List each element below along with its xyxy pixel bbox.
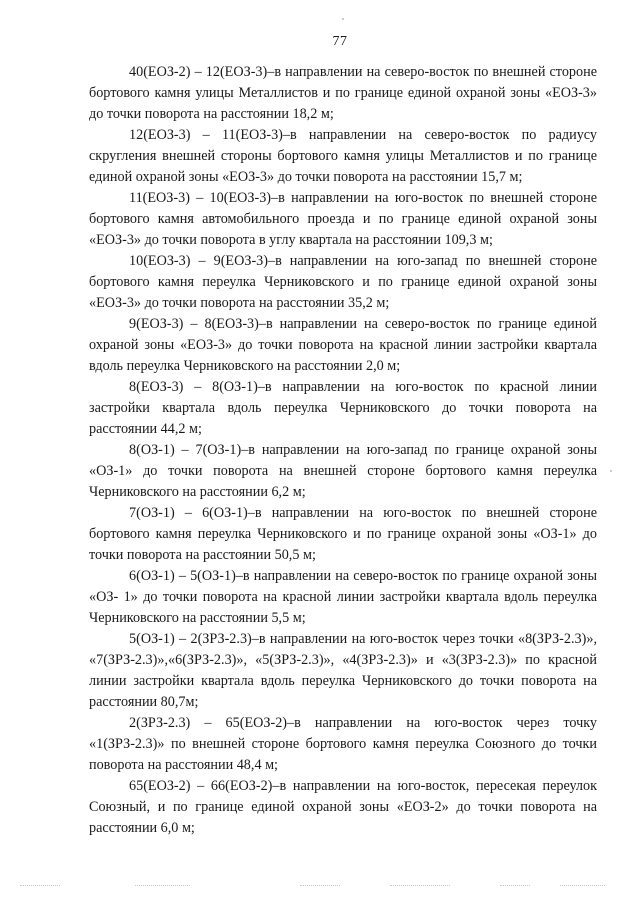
boundary-paragraph: 8(ОЗ-1) – 7(ОЗ-1)–в направлении на юго-запад по границе охраной зоны «ОЗ-1» до точки поворота на внешней стороне бортового камня переулка Черниковского на расстоянии 6,2 м;: [89, 442, 597, 500]
boundary-paragraph: 65(ЕОЗ-2) – 66(ЕОЗ-2)–в направлении на юго-восток, пересекая переулок Союзный, и по границе единой охраной зоны «ЕОЗ-2» до точки поворота на расстоянии 6,0 м;: [89, 778, 597, 836]
boundary-paragraph: 5(ОЗ-1) – 2(ЗРЗ-2.3)–в направлении на юго-восток через точки «8(ЗРЗ-2.3)», «7(ЗРЗ-2.3)»,«6(ЗРЗ-2.3)», «5(ЗРЗ-2.3)», «4(ЗРЗ-2.3)» и «3(ЗРЗ-2.3)» по красной линии застройки квартала вдоль переулка Черниковского до точки поворота на расстоянии 80,7м;: [89, 631, 597, 710]
boundary-paragraph: 9(ЕОЗ-3) – 8(ЕОЗ-3)–в направлении на северо-восток по границе единой охраной зоны «ЕОЗ-3» до точки поворота на красной линии застройки квартала вдоль переулка Черниковского на расстоянии 2,0 м;: [89, 316, 597, 374]
boundary-paragraph: 40(ЕОЗ-2) – 12(ЕОЗ-3)–в направлении на северо-восток по внешней стороне бортового камня улицы Металлистов и по границе единой охраной зоны «ЕОЗ-3» до точки поворота на расстоянии 18,2 м;: [89, 64, 597, 122]
boundary-paragraph: 8(ЕОЗ-3) – 8(ОЗ-1)–в направлении на юго-восток по красной линии застройки квартала вдоль переулка Черниковского до точки поворота на расстоянии 44,2 м;: [89, 379, 597, 437]
scan-speck: [610, 470, 612, 472]
boundary-paragraph: 6(ОЗ-1) – 5(ОЗ-1)–в направлении на северо-восток по границе охраной зоны «ОЗ- 1» до точки поворота на красной линии застройки квартала вдоль переулка Черниковского на расстоянии 5,5 м;: [89, 568, 597, 626]
scan-artifact-dots: [0, 885, 640, 891]
boundary-paragraph: 11(ЕОЗ-3) – 10(ЕОЗ-3)–в направлении на юго-восток по внешней стороне бортового камня автомобильного проезда и по границе единой охраной зоны «ЕОЗ-3» до точки поворота в углу квартала на расстоянии 109,3 м;: [89, 190, 597, 248]
page-number: 77: [332, 34, 348, 49]
scan-speck: [342, 18, 344, 20]
boundary-paragraph: 7(ОЗ-1) – 6(ОЗ-1)–в направлении на юго-восток по внешней стороне бортового камня переулка Черниковского и по границе охраной зоны «ОЗ-1» до точки поворота на расстоянии 50,5 м;: [89, 505, 597, 563]
boundary-paragraph: 10(ЕОЗ-3) – 9(ЕОЗ-3)–в направлении на юго-запад по внешней стороне бортового камня переулка Черниковского и по границе единой охраной зоны «ЕОЗ-3» до точки поворота на расстоянии 35,2 м;: [89, 253, 597, 311]
document-body: [89, 62, 597, 839]
boundary-paragraph: 12(ЕОЗ-3) – 11(ЕОЗ-3)–в направлении на северо-восток по радиусу скругления внешней стороны бортового камня улицы Металлистов и по границе единой охраной зоны «ЕОЗ-3» до точки поворота на расстоянии 15,7 м;: [89, 127, 597, 185]
boundary-paragraph: 2(ЗРЗ-2.3) – 65(ЕОЗ-2)–в направлении на юго-восток через точку «1(ЗРЗ-2.3)» по внешней стороне бортового камня переулка Союзного до точки поворота на расстоянии 48,4 м;: [89, 715, 597, 773]
